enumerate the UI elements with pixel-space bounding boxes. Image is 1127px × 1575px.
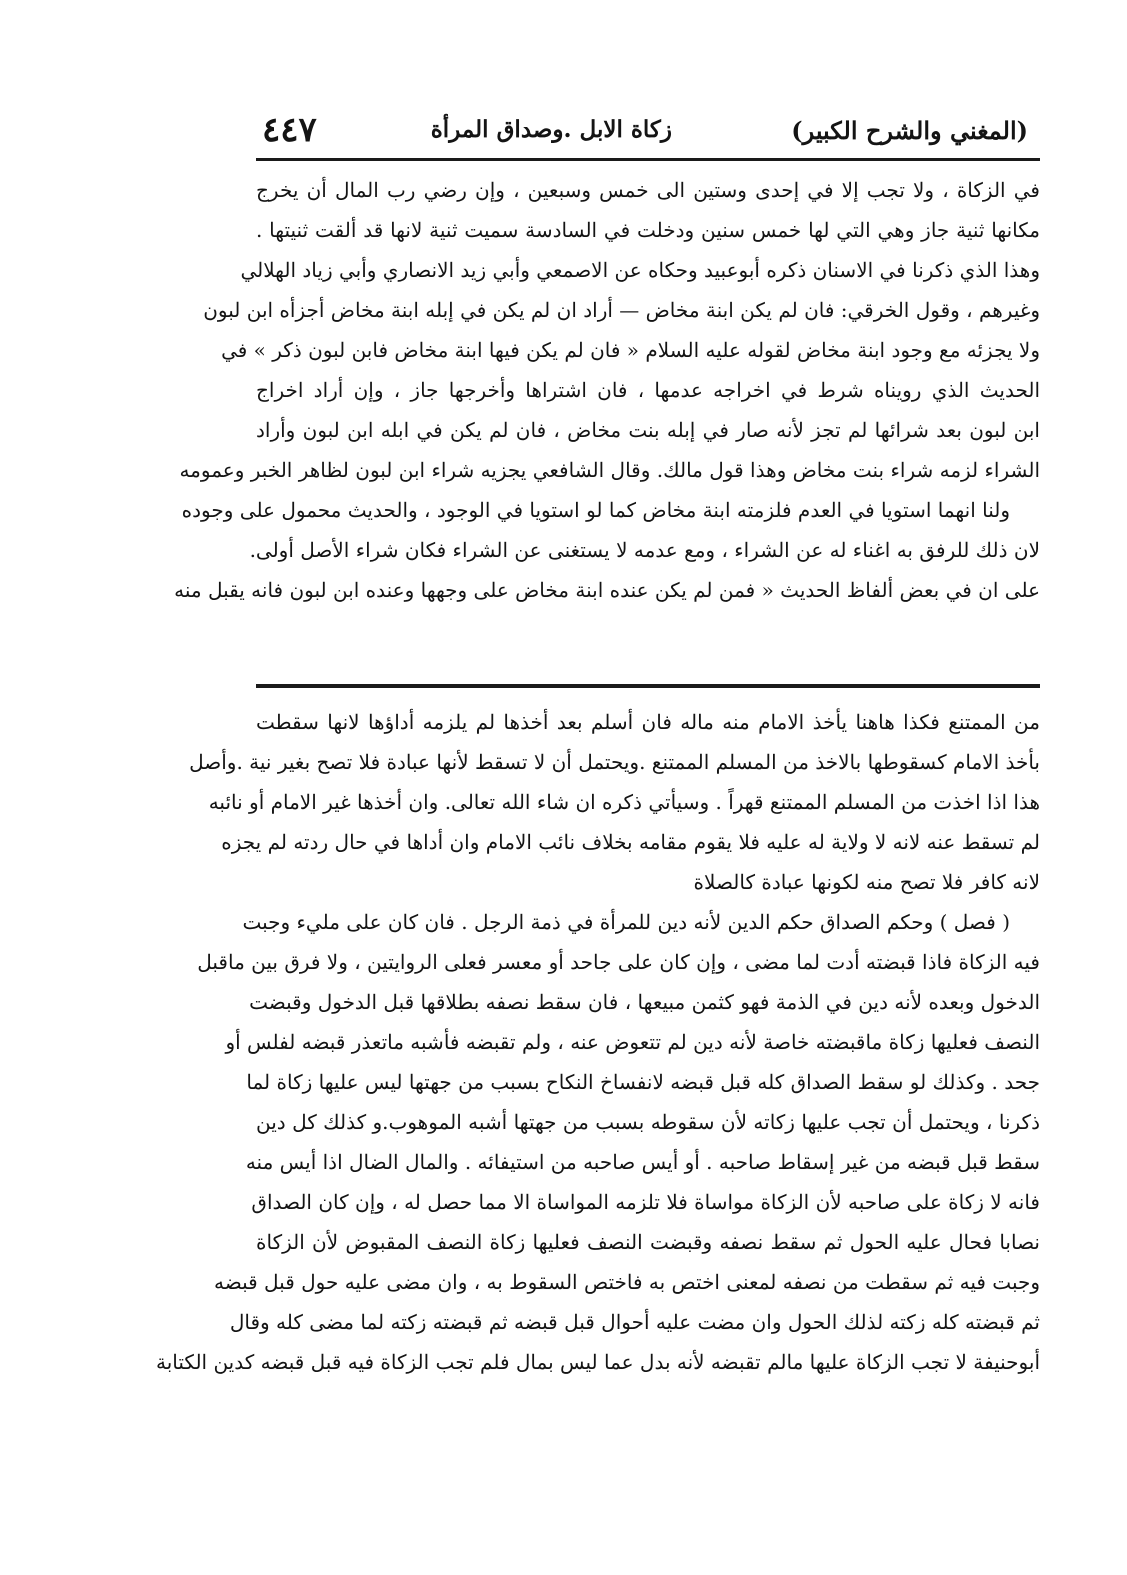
text-line: بأخذ الامام كسقوطها بالاخذ من المسلم الممتنع .ويحتمل أن لا تسقط لأنها عبادة فلا تصح بغير نية .وأصل [189,750,1040,774]
text-line: من الممتنع فكذا هاهنا يأخذ الامام منه ماله فان أسلم بعد أخذها لم يلزمه أداؤها لانها سقطت [256,710,1040,734]
text-line: وهذا الذي ذكرنا في الاسنان ذكره أبوعبيد وحكاه عن الاصمعي وأبي زيد الانصاري وأبي زياد الهلالي [240,258,1040,282]
text-line: النصف فعليها زكاة ماقبضته خاصة لأنه دين لم تتعوض عنه ، ولم تقبضه فأشبه ماتعذر قبضه لفلس أو [225,1030,1040,1054]
running-title: (المغني والشرح الكبير) [791,116,1028,145]
text-line: الشراء لزمه شراء بنت مخاض وهذا قول مالك. وقال الشافعي يجزيه شراء ابن لبون لظاهر الخبر وعمومه [179,458,1040,482]
text-line: في الزكاة ، ولا تجب إلا في إحدى وستين الى خمس وسبعين ، وإن رضي رب المال أن يخرج [256,178,1040,202]
text-line: ذكرنا ، ويحتمل أن تجب عليها زكاته لأن سقوطه بسبب من جهتها أشبه الموهوب.و كذلك كل دين [256,1110,1040,1134]
text-line: ولنا انهما استويا في العدم فلزمته ابنة مخاض كما لو استويا في الوجود ، والحديث محمول على وجوده [181,498,1010,522]
commentary-text [155,702,1040,1382]
text-line: هذا اذا اخذت من المسلم الممتنع قهراً . وسيأتي ذكره ان شاء الله تعالى. وان أخذها غير الامام أو نائبه [208,790,1040,814]
text-line: على ان في بعض ألفاظ الحديث « فمن لم يكن عنده ابنة مخاض على وجهها وعنده ابن لبون فانه يقبل منه [174,578,1040,602]
text-line: ثم قبضته كله زكته لذلك الحول وان مضت عليه أحوال قبل قبضه ثم قبضته زكته لما مضى كله وقال [229,1310,1040,1334]
text-line: ( فصل ) وحكم الصداق حكم الدين لأنه دين للمرأة في ذمة الرجل . فان كان على مليء وجبت [242,910,1010,934]
text-line: لانه كافر فلا تصح منه لكونها عبادة كالصلاة [693,870,1040,894]
text-line: ولا يجزئه مع وجود ابنة مخاض لقوله عليه السلام « فان لم يكن فيها ابنة مخاض فابن لبون ذكر » في [221,338,1040,362]
main-text [174,170,1040,610]
text-line: ابن لبون بعد شرائها لم تجز لأنه صار في إبله بنت مخاض ، فان لم يكن في ابله ابن لبون وأراد [256,418,1040,442]
text-line: سقط قبل قبضه من غير إسقاط صاحبه . أو أيس صاحبه من استيفائه . والمال الضال اذا أيس منه [245,1150,1040,1174]
text-line: لان ذلك للرفق به اغناء له عن الشراء ، ومع عدمه لا يستغنى عن الشراء فكان شراء الأصل أولى. [249,538,1040,562]
page-header [258,108,1032,154]
text-line: الدخول وبعده لأنه دين في الذمة فهو كثمن مبيعها ، فان سقط نصفه بطلاقها قبل الدخول وقبضت [249,990,1040,1014]
text-line: فيه الزكاة فاذا قبضته أدت لما مضى ، وإن كان على جاحد أو معسر فعلى الروايتين ، ولا فرق بين ماقبل [197,950,1040,974]
chapter-title: زكاة الابل .وصداق المرأة [430,116,672,143]
text-line: الحديث الذي رويناه شرط في اخراجه عدمها ، فان اشتراها وأخرجها جاز ، وإن أراد اخراج [256,378,1040,402]
section-separator [256,684,1040,688]
page-number: ٤٤٧ [262,110,317,150]
text-line: وجبت فيه ثم سقطت من نصفه لمعنى اختص به فاختص السقوط به ، وان مضى عليه حول قبل قبضه [214,1270,1040,1294]
text-line: فانه لا زكاة على صاحبه لأن الزكاة مواساة فلا تلزمه المواساة الا مما حصل له ، وإن كان الصداق [251,1190,1040,1214]
text-line: أبوحنيفة لا تجب الزكاة عليها مالم تقبضه لأنه بدل عما ليس بمال فلم تجب الزكاة فيه قبل قبضه كدين الكتابة [155,1350,1040,1374]
header-rule [256,158,1040,161]
text-line: مكانها ثنية جاز وهي التي لها خمس سنين ودخلت في السادسة سميت ثنية لانها قد ألقت ثنيتها . [256,218,1040,242]
text-line: نصابا فحال عليه الحول ثم سقط نصفه وقبضت النصف فعليها زكاة النصف المقبوض لأن الزكاة [256,1230,1040,1254]
text-line: لم تسقط عنه لانه لا ولاية له عليه فلا يقوم مقامه بخلاف نائب الامام وان أداها في حال ردته لم يجزه [221,830,1040,854]
text-line: وغيرهم ، وقول الخرقي: فان لم يكن ابنة مخاض — أراد ان لم يكن في إبله ابنة مخاض أجزأه ابن لبون [203,298,1040,322]
text-line: جحد . وكذلك لو سقط الصداق كله قبل قبضه لانفساخ النكاح بسبب من جهتها ليس عليها زكاة لما [246,1070,1040,1094]
